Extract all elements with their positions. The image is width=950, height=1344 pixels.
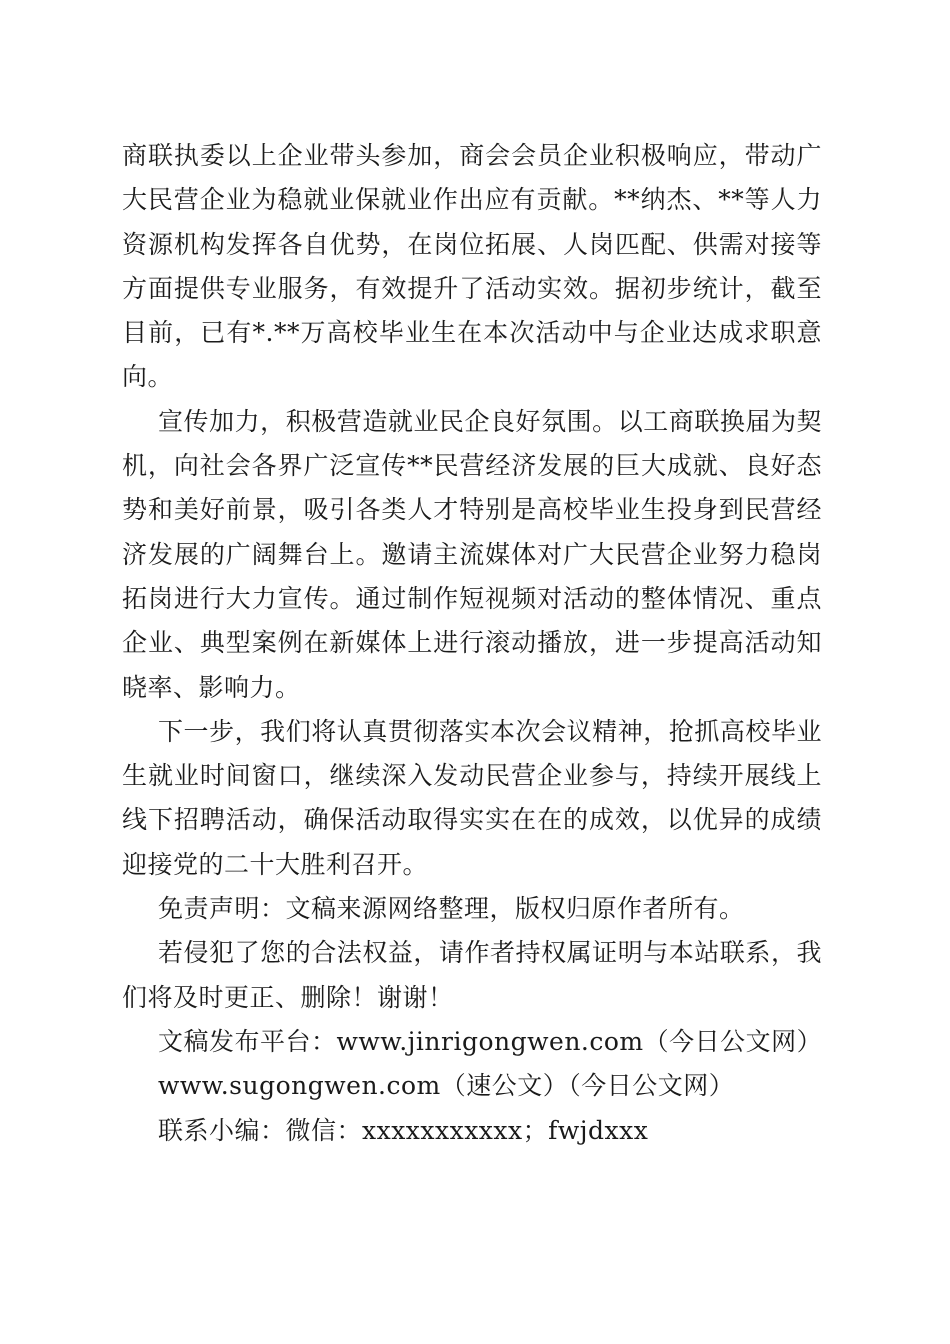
- text-line: 若侵犯了您的合法权益，请作者持权属证明与本站联系，我: [158, 938, 822, 968]
- text-line: 晓率、影响力。: [122, 672, 301, 702]
- text-line: 联系小编：微信：xxxxxxxxxxx；fwjdxxx: [158, 1115, 649, 1145]
- paragraph-next-steps: [122, 710, 822, 887]
- document-page: [122, 134, 822, 1153]
- text-line: 宣传加力，积极营造就业民企良好氛围。以工商联换届为契: [158, 406, 822, 436]
- text-line: 免责声明：文稿来源网络整理，版权归原作者所有。: [158, 894, 745, 924]
- text-line: 商联执委以上企业带头参加，商会会员企业积极响应，带动广: [122, 141, 822, 170]
- text-line: 线下招聘活动，确保活动取得实实在在的成效，以优异的成绩: [122, 805, 822, 835]
- text-line: 下一步，我们将认真贯彻落实本次会议精神，抢抓高校毕业: [158, 716, 822, 746]
- text-line: www.sugongwen.com（速公文）（今日公文网）: [158, 1071, 735, 1101]
- text-line: 方面提供专业服务，有效提升了活动实效。据初步统计，截至: [122, 273, 822, 303]
- text-line: 势和美好前景，吸引各类人才特别是高校毕业生投身到民营经: [122, 495, 822, 525]
- paragraph-secondary-site: [122, 1064, 822, 1108]
- text-line: 生就业时间窗口，继续深入发动民营企业参与，持续开展线上: [122, 761, 822, 791]
- text-line: 目前，已有*.**万高校毕业生在本次活动中与企业达成求职意: [122, 318, 822, 348]
- paragraph-disclaimer: [122, 887, 822, 931]
- text-line: 机，向社会各界广泛宣传**民营经济发展的巨大成就、良好态: [122, 451, 822, 481]
- paragraph-publish-platform: [122, 1020, 822, 1064]
- text-line: 们将及时更正、删除！谢谢！: [122, 982, 454, 1012]
- paragraph-publicity: [122, 400, 822, 710]
- text-line: 拓岗进行大力宣传。通过制作短视频对活动的整体情况、重点: [122, 583, 822, 613]
- text-line: 向。: [122, 362, 174, 392]
- paragraph-contact: [122, 1109, 822, 1153]
- text-line: 济发展的广阔舞台上。邀请主流媒体对广大民营企业努力稳岗: [122, 539, 822, 569]
- paragraph-recruitment-results: [122, 134, 822, 400]
- text-line: 资源机构发挥各自优势，在岗位拓展、人岗匹配、供需对接等: [122, 229, 822, 259]
- text-line: 迎接党的二十大胜利召开。: [122, 849, 429, 879]
- text-line: 大民营企业为稳就业保就业作出应有贡献。**纳杰、**等人力: [122, 185, 822, 215]
- text-line: 企业、典型案例在新媒体上进行滚动播放，进一步提高活动知: [122, 628, 822, 658]
- paragraph-infringement-notice: [122, 931, 822, 1020]
- text-line: 文稿发布平台：www.jinrigongwen.com（今日公文网）: [158, 1026, 822, 1056]
